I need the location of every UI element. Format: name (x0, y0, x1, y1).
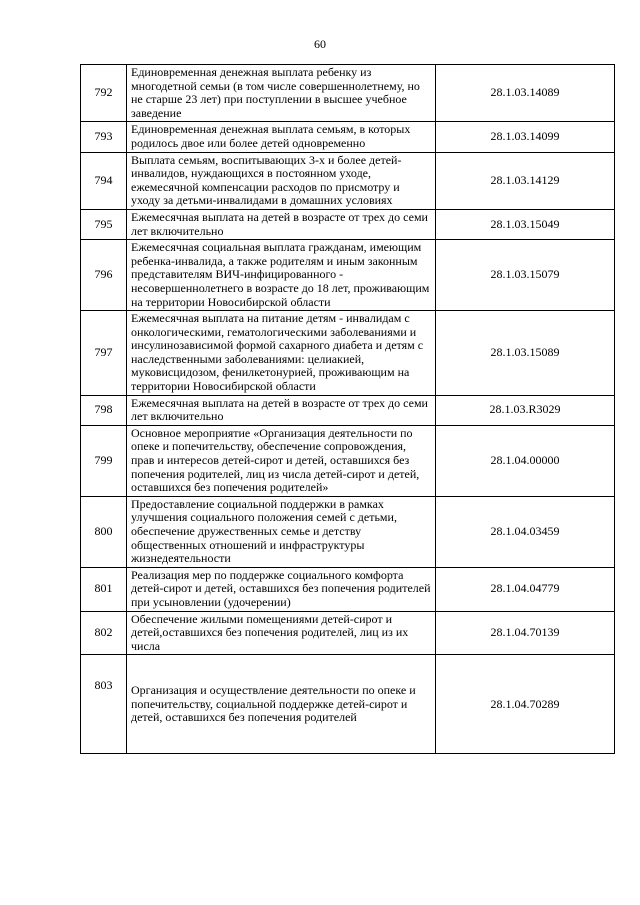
row-name: Реализация мер по поддержке социального комфорта детей-сирот и детей, оставшихся без попечения родителей при усыновлении (удочерении) (127, 567, 436, 611)
row-code: 28.1.04.04779 (436, 567, 615, 611)
row-code: 28.1.03.15089 (436, 311, 615, 396)
row-number: 796 (81, 240, 127, 311)
row-code: 28.1.04.70289 (436, 655, 615, 754)
page-number: 60 (314, 37, 326, 51)
row-number: 797 (81, 311, 127, 396)
row-name: Выплата семьям, воспитывающих 3-х и более детей-инвалидов, нуждающихся в постоянном уходе, ежемесячной компенсации расходов по присмотру и уходу за детьми-инвалидами в домашних условиях (127, 152, 436, 209)
row-name: Ежемесячная социальная выплата гражданам, имеющим ребенка-инвалида, а также родителям и иным законным представителям ВИЧ-инфицированного - несовершеннолетнего в возрасте до 18 лет, проживающим на территории Новосибирской области (127, 240, 436, 311)
budget-code-table (80, 64, 615, 754)
row-number: 794 (81, 152, 127, 209)
row-code: 28.1.04.03459 (436, 496, 615, 567)
row-code: 28.1.03.14129 (436, 152, 615, 209)
table-row (81, 122, 615, 152)
row-code: 28.1.04.70139 (436, 611, 615, 655)
row-name: Организация и осуществление деятельности по опеке и попечительству, социальной поддержке детей-сирот и детей, оставшихся без попечения родителей (127, 655, 436, 754)
row-code: 28.1.04.00000 (436, 425, 615, 496)
row-code: 28.1.03.15079 (436, 240, 615, 311)
row-code: 28.1.03.14089 (436, 65, 615, 122)
table-row (81, 65, 615, 122)
row-number: 801 (81, 567, 127, 611)
table-row (81, 240, 615, 311)
row-code: 28.1.03.15049 (436, 209, 615, 239)
row-number: 792 (81, 65, 127, 122)
row-name: Обеспечение жилыми помещениями детей-сирот и детей,оставшихся без попечения родителей, лиц из их числа (127, 611, 436, 655)
row-number: 795 (81, 209, 127, 239)
row-number: 800 (81, 496, 127, 567)
row-name: Единовременная денежная выплата ребенку из многодетной семьи (в том числе совершеннолетнему, но не старше 23 лет) при поступлении в высшее учебное заведение (127, 65, 436, 122)
row-number: 798 (81, 395, 127, 425)
table-row (81, 209, 615, 239)
row-name: Ежемесячная выплата на детей в возрасте от трех до семи лет включительно (127, 209, 436, 239)
table-row (81, 425, 615, 496)
table-body (81, 65, 615, 754)
table-row (81, 496, 615, 567)
row-name: Основное мероприятие «Организация деятельности по опеке и попечительству, обеспечение сопровождения, прав и интересов детей-сирот и детей, оставшихся без попечения родителей, лиц из числа детей-сирот и детей, оставшихся без попечения родителей» (127, 425, 436, 496)
row-number: 802 (81, 611, 127, 655)
row-name: Единовременная денежная выплата семьям, в которых родилось двое или более детей одновременно (127, 122, 436, 152)
table-row (81, 311, 615, 396)
row-name: Предоставление социальной поддержки в рамках улучшения социального положения семей с детьми, обеспечение дружественных семье и детству общественных отношений и инфраструктуры жизнедеятельности (127, 496, 436, 567)
table-row (81, 152, 615, 209)
row-name: Ежемесячная выплата на питание детям - инвалидам с онкологическими, гематологическими заболеваниями и инсулинозависимой формой сахарного диабета и детям с наследственными заболеваниями: целиакией, муковисцидозом, фенилкетонурией, проживающим на территории Новосибирской области (127, 311, 436, 396)
row-number: 793 (81, 122, 127, 152)
table-row (81, 567, 615, 611)
row-number: 803 (81, 655, 127, 754)
row-name: Ежемесячная выплата на детей в возрасте от трех до семи лет включительно (127, 395, 436, 425)
table-row (81, 395, 615, 425)
row-code: 28.1.03.R3029 (436, 395, 615, 425)
table-row (81, 611, 615, 655)
row-code: 28.1.03.14099 (436, 122, 615, 152)
row-number: 799 (81, 425, 127, 496)
table-row (81, 655, 615, 754)
